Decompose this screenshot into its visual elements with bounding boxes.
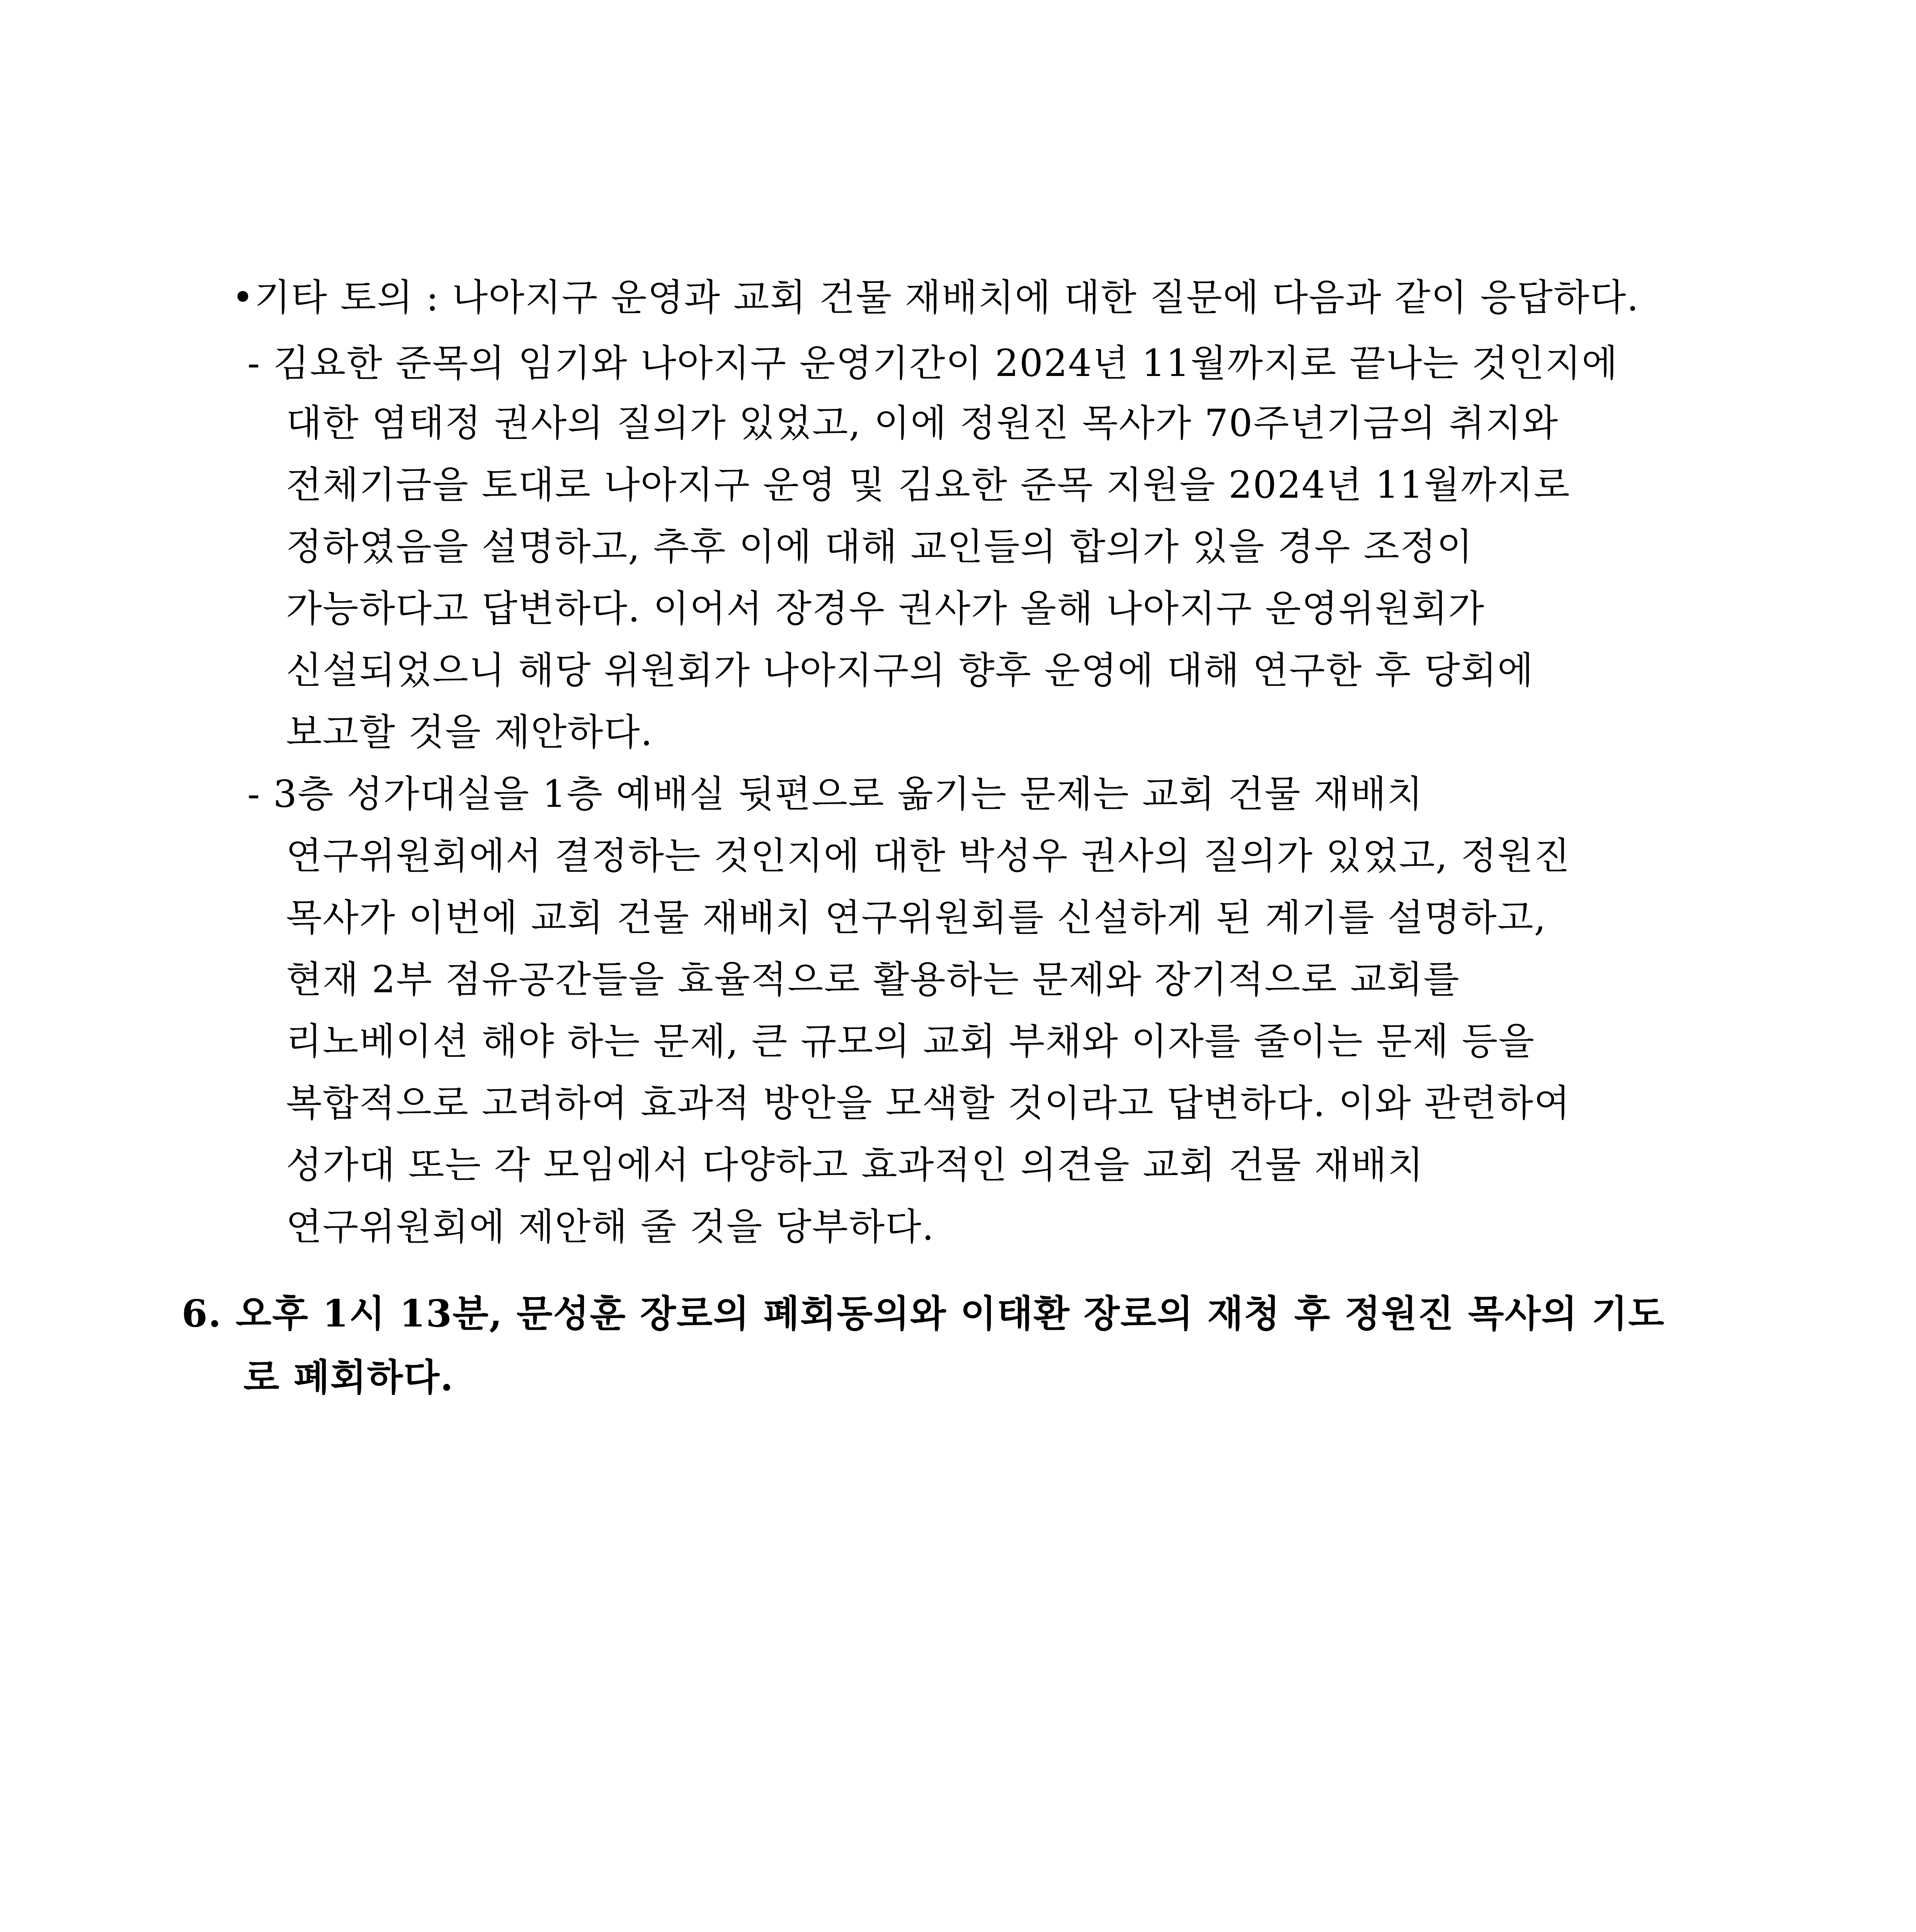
item1-line-4: 정하였음을 설명하고, 추후 이에 대해 교인들의 합의가 있을 경우 조정이 [286,525,1474,568]
item1-line-1: - 김요한 준목의 임기와 나아지구 운영기간이 2024년 11월까지로 끝나는 것인지에 [247,342,1618,385]
item1-line-5: 가능하다고 답변하다. 이어서 장경우 권사가 올해 나아지구 운영위원회가 [286,587,1485,630]
item2-line-8: 연구위원회에 제안해 줄 것을 당부하다. [286,1205,935,1248]
item1-line-6: 신설되었으니 해당 위원회가 나아지구의 향후 운영에 대해 연구한 후 당회에 [286,649,1534,692]
item1-line-2: 대한 염태정 권사의 질의가 있었고, 이에 정원진 목사가 70주년기금의 취지와 [286,401,1559,445]
discussion-header: •기타 토의 : 나아지구 운영과 교회 건물 재배치에 대한 질문에 다음과 같이 응답하다. [232,276,1639,319]
closing-line-2: 로 폐회하다. [243,1355,454,1399]
closing-line-1: 6. 오후 1시 13분, 문성훈 장로의 폐회동의와 이태환 장로의 재청 후 정원진 목사의 기도 [182,1292,1665,1335]
item1-line-3: 전체기금을 토대로 나아지구 운영 및 김요한 준목 지원을 2024년 11월까지로 [286,463,1571,507]
item1-line-7: 보고할 것을 제안하다. [286,711,653,754]
item2-line-7: 성가대 또는 각 모임에서 다양하고 효과적인 의견을 교회 건물 재배치 [286,1143,1424,1187]
item2-line-2: 연구위원회에서 결정하는 것인지에 대한 박성우 권사의 질의가 있었고, 정원진 [286,834,1571,878]
item2-line-4: 현재 2부 점유공간들을 효율적으로 활용하는 문제와 장기적으로 교회를 [286,958,1460,1001]
item2-line-6: 복합적으로 고려하여 효과적 방안을 모색할 것이라고 답변하다. 이와 관련하여 [286,1082,1571,1125]
item2-line-5: 리노베이션 해야 하는 문제, 큰 규모의 교회 부채와 이자를 줄이는 문제 등을 [286,1020,1535,1063]
item2-line-3: 목사가 이번에 교회 건물 재배치 연구위원회를 신설하게 된 계기를 설명하고, [286,896,1547,939]
item2-line-1: - 3층 성가대실을 1층 예배실 뒷편으로 옮기는 문제는 교회 건물 재배치 [247,772,1424,816]
